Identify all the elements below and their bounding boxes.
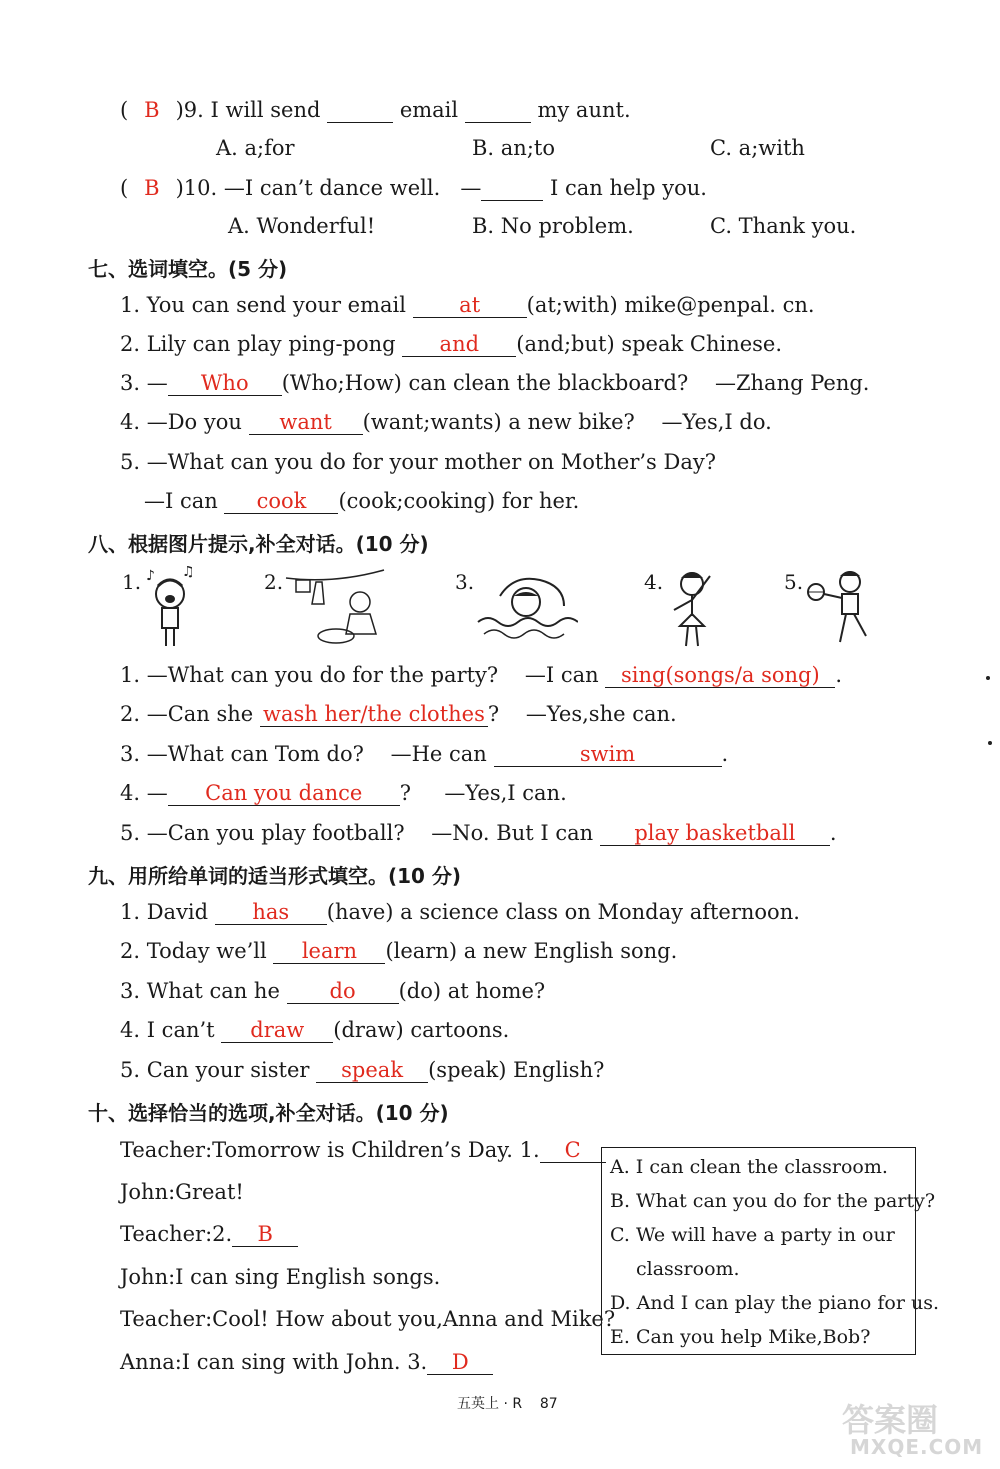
box-option: B. What can you do for the party? <box>610 1190 936 1212</box>
footer-label: 五英上 · R <box>457 1396 523 1412</box>
item-text: —I can <box>144 489 218 513</box>
paren: ) <box>175 98 184 122</box>
paren: ( <box>120 176 129 200</box>
swimming-boy-image <box>474 566 578 648</box>
page-footer <box>457 1393 558 1413</box>
item-text-end: (speak) English? <box>428 1058 605 1082</box>
answer-blank[interactable]: swim <box>494 742 722 767</box>
pic-number: 1. <box>122 570 142 594</box>
pic-number: 4. <box>644 570 664 594</box>
item-text-end: (draw) cartoons. <box>333 1018 510 1042</box>
item-text: 5. —What can you do for your mother on Mother’s Day? <box>120 450 716 474</box>
s9-item-4 <box>120 1016 509 1044</box>
box-option: E. Can you help Mike,Bob? <box>610 1326 871 1348</box>
answer-blank[interactable]: want <box>249 410 363 435</box>
s8-item-2 <box>120 700 677 728</box>
answer-blank[interactable]: has <box>215 900 327 925</box>
box-option: A. I can clean the classroom. <box>610 1156 888 1178</box>
q9-option-b: B. an;to <box>472 136 555 160</box>
punct: ? <box>487 702 500 726</box>
q9-text-mid: email <box>399 98 459 122</box>
svg-text:♫: ♫ <box>182 566 195 580</box>
pic-number: 5. <box>784 570 804 594</box>
options-box <box>601 1147 939 1355</box>
box-option: D. And I can play the piano for us. <box>610 1292 939 1314</box>
reply: —Yes,she can. <box>525 702 677 726</box>
answer-blank[interactable]: C <box>540 1138 606 1163</box>
box-option: C. We will have a party in our <box>610 1224 895 1246</box>
section-10-title: 十、选择恰当的选项,补全对话。(10 分) <box>88 1101 449 1125</box>
q10-text-end: I can help you. <box>550 176 707 200</box>
q9-text-end: my aunt. <box>537 98 631 122</box>
section-7-title: 七、选词填空。(5 分) <box>88 257 288 281</box>
margin-dot <box>988 741 992 745</box>
item-text: 1. David <box>120 900 209 924</box>
item-text: 5. —Can you play football? <box>120 821 405 845</box>
box-option-cont: classroom. <box>636 1258 740 1280</box>
item-text: 3. What can he <box>120 979 280 1003</box>
item-text-end: (learn) a new English song. <box>385 939 678 963</box>
q9-answer: B <box>144 98 160 122</box>
item-text-mid: —No. But I can <box>431 821 594 845</box>
s10-line-3 <box>120 1220 298 1248</box>
item-text-end: (do) at home? <box>398 979 546 1003</box>
answer-blank[interactable]: wash her/the clothes <box>260 702 488 727</box>
paren: ( <box>120 98 129 122</box>
item-text-end: (at;with) mike@penpal. cn. <box>526 293 815 317</box>
q10-option-a: A. Wonderful! <box>228 214 376 238</box>
q10-line <box>120 174 707 202</box>
item-text: 1. You can send your email <box>120 293 406 317</box>
s8-item-4 <box>120 779 567 807</box>
punct: . <box>835 663 843 687</box>
item-text: 2. Today we’ll <box>120 939 267 963</box>
watermark-logo: 答案圈 <box>842 1401 939 1439</box>
answer-blank[interactable]: sing(songs/a song) <box>605 663 835 688</box>
s10-line-5: Teacher:Cool! How about you,Anna and Mike? <box>120 1307 616 1331</box>
s9-item-5 <box>120 1056 604 1084</box>
reply: —Yes,I do. <box>661 410 772 434</box>
reply: —Zhang Peng. <box>714 371 870 395</box>
q10-option-c: C. Thank you. <box>710 214 857 238</box>
item-text: 3. —What can Tom do? <box>120 742 364 766</box>
answer-blank[interactable]: Who <box>168 371 282 396</box>
s7-item-2 <box>120 330 782 358</box>
s7-item-5b <box>144 487 579 515</box>
washing-clothes-image <box>284 566 394 650</box>
item-text: 2. —Can she <box>120 702 254 726</box>
watermark-url: MXQE.COM <box>850 1435 984 1459</box>
item-text-mid: —He can <box>390 742 487 766</box>
answer-blank[interactable]: draw <box>221 1018 333 1043</box>
answer-blank[interactable]: learn <box>273 939 385 964</box>
q10-option-b: B. No problem. <box>472 214 634 238</box>
dancing-girl-image <box>664 566 720 650</box>
s10-line-1 <box>120 1136 606 1164</box>
punct: . <box>829 821 837 845</box>
answer-blank[interactable]: B <box>232 1222 298 1247</box>
q10-text: 10. —I can’t dance well. <box>183 176 441 200</box>
s7-item-3 <box>120 369 869 397</box>
item-text: 4. — <box>120 781 168 805</box>
s10-line-2: John:Great! <box>120 1180 244 1204</box>
answer-blank[interactable]: cook <box>224 489 338 514</box>
s7-item-4 <box>120 408 772 436</box>
answer-blank[interactable]: do <box>287 979 399 1004</box>
svg-text:♪: ♪ <box>146 568 155 584</box>
dash: — <box>460 176 482 200</box>
blank[interactable] <box>465 98 531 123</box>
paren: ) <box>175 176 184 200</box>
answer-blank[interactable]: play basketball <box>600 821 830 846</box>
item-text-mid: —I can <box>524 663 599 687</box>
blank[interactable] <box>481 176 543 201</box>
punct: ? <box>399 781 411 805</box>
item-text: 3. — <box>120 371 168 395</box>
reply: —Yes,I can. <box>444 781 567 805</box>
pic-number: 3. <box>455 570 475 594</box>
item-text-end: (and;but) speak Chinese. <box>516 332 783 356</box>
item-text: 1. —What can you do for the party? <box>120 663 499 687</box>
item-text-end: (have) a science class on Monday afternoon. <box>326 900 800 924</box>
answer-blank[interactable]: at <box>413 293 527 318</box>
dialog-text: Teacher:Tomorrow is Children’s Day. 1. <box>120 1138 540 1162</box>
section-9-title: 九、用所给单词的适当形式填空。(10 分) <box>88 864 462 888</box>
s10-line-4: John:I can sing English songs. <box>120 1265 441 1289</box>
s9-item-2 <box>120 937 677 965</box>
q9-option-c: C. a;with <box>710 136 805 160</box>
item-text-end: (cook;cooking) for her. <box>338 489 580 513</box>
dialog-text: Teacher:2. <box>120 1222 233 1246</box>
item-text: 4. —Do you <box>120 410 242 434</box>
margin-dot <box>986 676 990 680</box>
answer-blank[interactable]: and <box>402 332 516 357</box>
q9-text: 9. I will send <box>183 98 321 122</box>
s8-item-5 <box>120 819 837 847</box>
item-text-end: (Who;How) can clean the blackboard? <box>281 371 689 395</box>
s9-item-3 <box>120 977 545 1005</box>
page-number: 87 <box>539 1396 558 1412</box>
item-text-end: (want;wants) a new bike? <box>362 410 635 434</box>
q10-answer: B <box>144 176 160 200</box>
item-text: 2. Lily can play ping-pong <box>120 332 396 356</box>
item-text: 4. I can’t <box>120 1018 215 1042</box>
s8-item-1 <box>120 661 842 689</box>
q9-line <box>120 96 631 124</box>
s10-line-6 <box>120 1348 493 1376</box>
blank[interactable] <box>327 98 393 123</box>
dialog-text: Anna:I can sing with John. 3. <box>120 1350 428 1374</box>
item-text: 5. Can your sister <box>120 1058 310 1082</box>
answer-blank[interactable]: Can you dance <box>168 781 400 806</box>
answer-blank[interactable]: D <box>427 1350 493 1375</box>
s7-item-1 <box>120 291 815 319</box>
basketball-boy-image <box>804 566 876 650</box>
punct: . <box>721 742 729 766</box>
q9-option-a: A. a;for <box>216 136 295 160</box>
singing-boy-image <box>140 566 202 650</box>
s9-item-1 <box>120 898 800 926</box>
s7-item-5 <box>120 448 716 476</box>
s8-item-3 <box>120 740 728 768</box>
section-8-title: 八、根据图片提示,补全对话。(10 分) <box>88 532 429 556</box>
pic-number: 2. <box>264 570 284 594</box>
answer-blank[interactable]: speak <box>316 1058 428 1083</box>
